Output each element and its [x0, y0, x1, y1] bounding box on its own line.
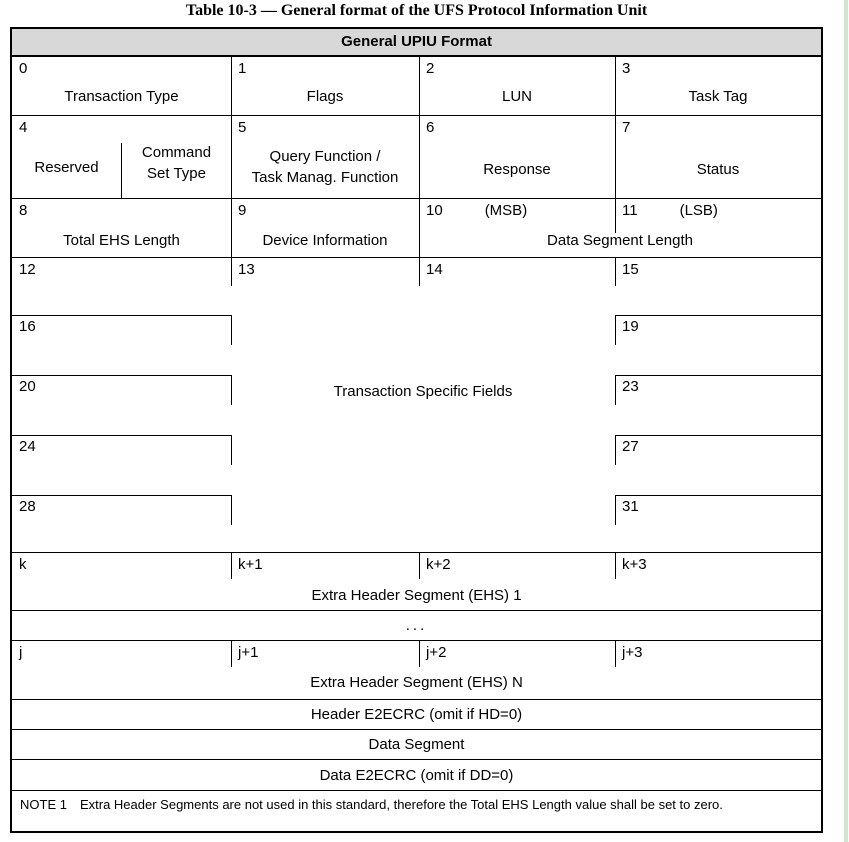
field-query-function-line2: Task Manag. Function — [251, 169, 399, 187]
byte-offset: 13 — [238, 261, 255, 278]
table-title: Table 10-3 — General format of the UFS Protocol Information Unit — [185, 2, 648, 19]
cell-divider-stub — [231, 495, 232, 525]
byte-offset: 12 — [19, 261, 36, 278]
ehsN-row — [12, 640, 821, 699]
tsf-row-20-23 — [12, 375, 821, 435]
cell-divider — [615, 57, 616, 115]
cell-divider-stub — [231, 641, 232, 667]
byte-offset — [426, 202, 527, 219]
field-data-e2ecrc: Data E2ECRC (omit if DD=0) — [319, 766, 514, 784]
cell-border-right — [615, 375, 821, 376]
field-query-function-line1: Query Function / — [269, 147, 381, 165]
table-header-label: General UPIU Format — [341, 33, 492, 50]
byte-row-0-3 — [12, 57, 821, 115]
data-segment-row — [12, 729, 821, 759]
byte-offset: 7 — [622, 119, 631, 136]
tsf-row-24-27 — [12, 435, 821, 495]
field-ehs-1: Extra Header Segment (EHS) 1 — [311, 587, 522, 604]
byte-offset: k+3 — [622, 556, 647, 573]
field-command-set-type-line1: Command — [141, 143, 212, 161]
cell-divider-stub — [615, 435, 616, 465]
byte-offset: 20 — [19, 378, 36, 395]
cell-divider-stub — [615, 315, 616, 345]
tsf-row-16-19 — [12, 315, 821, 375]
note-label: NOTE 1 — [20, 797, 67, 812]
field-flags: Flags — [306, 88, 344, 105]
ehs1-row — [12, 552, 821, 610]
field-reserved: Reserved — [34, 159, 99, 176]
cell-divider-stub — [615, 199, 616, 233]
byte-offset: 3 — [622, 60, 631, 77]
byte-offset-11: 11 — [622, 202, 638, 219]
byte-offset: j — [19, 644, 23, 661]
byte-offset: 31 — [622, 498, 639, 515]
cell-divider — [615, 116, 616, 198]
byte-offset: 0 — [19, 60, 28, 77]
byte-row-8-11 — [12, 198, 821, 257]
cell-border-left — [12, 315, 231, 316]
byte-offset: 19 — [622, 318, 639, 335]
byte-offset-10: 10 — [426, 202, 443, 219]
ellipsis-label: ... — [405, 617, 428, 634]
header-e2ecrc-row — [12, 699, 821, 729]
field-device-information: Device Information — [262, 232, 388, 249]
byte-offset: 1 — [238, 60, 247, 77]
field-command-set-type — [122, 142, 231, 186]
cell-divider-stub — [615, 553, 616, 579]
field-response: Response — [483, 161, 551, 178]
lsb-marker: (LSB) — [679, 202, 718, 219]
cell-divider-stub — [231, 553, 232, 579]
byte-offset: 16 — [19, 318, 36, 335]
field-transaction-specific-fields: Transaction Specific Fields — [333, 383, 513, 400]
cell-divider-stub — [615, 258, 616, 286]
field-status: Status — [696, 161, 740, 178]
upiu-format-table — [10, 27, 823, 833]
cell-divider-stub — [419, 258, 420, 286]
byte-offset — [622, 202, 718, 219]
byte-offset: k+2 — [426, 556, 451, 573]
field-transaction-type: Transaction Type — [64, 88, 179, 105]
cell-divider-stub — [231, 258, 232, 286]
byte-offset: 14 — [426, 261, 443, 278]
byte-offset: 6 — [426, 119, 435, 136]
page-edge-stripe — [844, 0, 848, 842]
cell-divider-stub — [419, 641, 420, 667]
byte-offset: j+3 — [622, 644, 643, 661]
field-data-segment: Data Segment — [368, 736, 465, 753]
byte-offset: 9 — [238, 202, 247, 219]
cell-border-left — [12, 435, 231, 436]
byte-offset: j+2 — [426, 644, 447, 661]
cell-divider — [419, 116, 420, 198]
byte-offset: 15 — [622, 261, 639, 278]
note-text: Extra Header Segments are not used in this standard, therefore the Total EHS Length value shall be set to zero. — [79, 797, 723, 812]
cell-divider-stub — [615, 375, 616, 405]
note-row — [12, 790, 821, 831]
data-e2ecrc-row — [12, 759, 821, 790]
field-query-function — [231, 146, 419, 190]
byte-offset: 4 — [19, 119, 28, 136]
field-command-set-type-line2: Set Type — [147, 165, 206, 183]
cell-divider-stub — [615, 495, 616, 525]
table-header-row — [12, 29, 821, 57]
cell-divider — [231, 57, 232, 115]
byte-offset: 27 — [622, 438, 639, 455]
byte-offset: 2 — [426, 60, 435, 77]
byte-offset: j+1 — [238, 644, 259, 661]
cell-border-right — [615, 495, 821, 496]
cell-divider-stub — [231, 435, 232, 465]
cell-border-left — [12, 495, 231, 496]
byte-offset: 23 — [622, 378, 639, 395]
field-data-segment-length: Data Segment Length — [547, 232, 693, 249]
cell-divider-stub — [231, 315, 232, 345]
byte-offset: 8 — [19, 202, 28, 219]
cell-divider-stub — [615, 641, 616, 667]
field-header-e2ecrc: Header E2ECRC (omit if HD=0) — [310, 706, 523, 723]
ellipsis-row — [12, 610, 821, 640]
byte-offset: 24 — [19, 438, 36, 455]
field-total-ehs-length: Total EHS Length — [63, 232, 180, 249]
cell-border-right — [615, 315, 821, 316]
byte-offset: 28 — [19, 498, 36, 515]
cell-divider — [419, 57, 420, 115]
byte-offset: k — [19, 556, 27, 573]
byte-offset: 5 — [238, 119, 247, 136]
byte-row-4-7 — [12, 115, 821, 198]
byte-row-12-15 — [12, 257, 821, 315]
byte-offset: k+1 — [238, 556, 263, 573]
msb-marker: (MSB) — [484, 202, 528, 219]
cell-border-left — [12, 375, 231, 376]
field-lun: LUN — [501, 88, 532, 105]
field-ehs-n: Extra Header Segment (EHS) N — [310, 674, 523, 691]
tsf-row-28-31 — [12, 495, 821, 552]
cell-border-right — [615, 435, 821, 436]
field-task-tag: Task Tag — [688, 88, 748, 105]
cell-divider-stub — [419, 553, 420, 579]
